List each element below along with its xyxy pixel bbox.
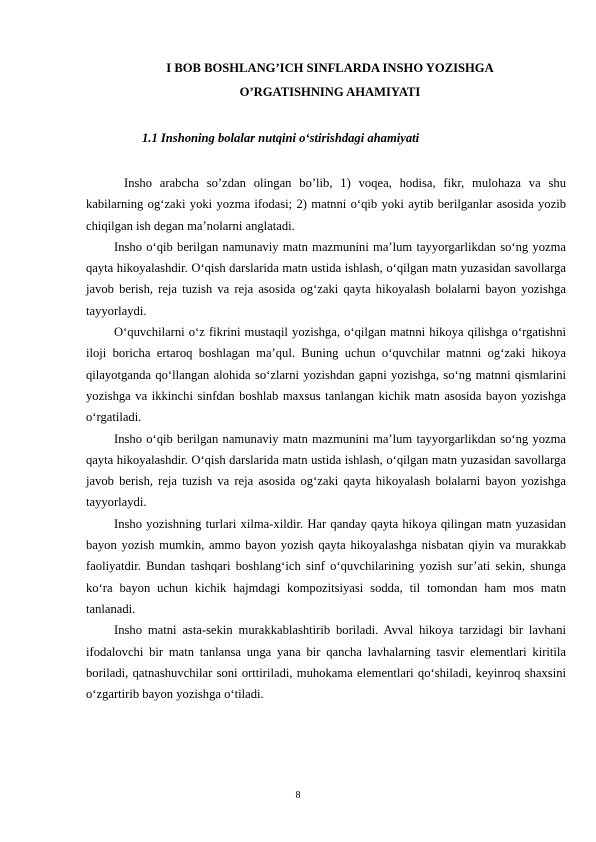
paragraph: Insho yozishning turlari xilma-xildir. Har qanday qayta hikoya qilingan matn yuzasidan bayon yozish mumkin, ammo bayon yozish qayta hikoyalashga nisbatan qiyin va murakkab faoliyatdir. Bundan tashqari boshlang‘ich sinf o‘quvchilarining yozish sur’ati sekin, shunga ko‘ra bayon uchun kichik hajmdagi kompozitsiyasi sodda, til tomondan ham mos matn tanlanadi. bbox=[86, 516, 566, 616]
paragraph: Insho o‘qib berilgan namunaviy matn mazmunini ma’lum tayyorgarlikdan so‘ng yozma qayta hikoyalashdir. O‘qish darslarida matn ustida ishlash, o‘qilgan matn yuzasidan savollarga javob berish, reja tuzish va reja asosida og‘zaki qayta hikoyalash bolalarni bayon yozishga tayyorlaydi. bbox=[86, 239, 566, 318]
paragraph: O‘quvchilarni o‘z fikrini mustaqil yozishga, o‘qilgan matnni hikoya qilishga o‘rgatishni iloji boricha ertaroq boshlagan ma’qul. Buning uchun o‘quvchilar matnni og‘zaki hikoya qilayotganda qo‘llangan alohida so‘zlarni yozishdan gapni yozishga, so‘ng matnni qismlarini yozishga va ikkinchi sinfdan boshlab maxsus tanlangan kichik matn asosida bayon yozishga o‘rgatiladi. bbox=[86, 325, 566, 425]
paragraph: Insho o‘qib berilgan namunaviy matn mazmunini ma’lum tayyorgarlikdan so‘ng yozma qayta hikoyalashdir. O‘qish darslarida matn ustida ishlash, o‘qilgan matn yuzasidan savollarga javob berish, reja tuzish va reja asosida og‘zaki qayta hikoyalash bolalarni bayon yozishga tayyorlaydi. bbox=[86, 431, 566, 510]
chapter-title-line2: O’RGATISHNING AHAMIYATI bbox=[239, 85, 421, 99]
paragraph: Insho matni asta-sekin murakkablashtirib boriladi. Avval hikoya tarzidagi bir lavhani ifodalovchi bir matn tanlansa unga yana bir qancha lavhalarning tasvir elementlari kiritila boriladi, qatnashuvchilar soni orttiriladi, muhokama elementlari qo‘shiladi, keyinroq shaxsini o‘zgartirib bayon yozishga o‘tiladi. bbox=[86, 623, 566, 702]
paragraph: Insho arabcha so’zdan olingan bo’lib, 1) voqea, hodisa, fikr, mulohaza va shu kabilarning og‘zaki yoki yozma ifodasi; 2) matnni o‘qib yoki aytib berilganlar asosida yozib chiqilgan ish degan ma’nolarni anglatadi. bbox=[86, 176, 566, 233]
section-title: 1.1 Inshoning bolalar nutqini o‘stirishdagi ahamiyati bbox=[142, 131, 420, 145]
body-text bbox=[86, 173, 566, 705]
chapter-title-line1: I BOB BOSHLANG’ICH SINFLARDA INSHO YOZISHGA bbox=[166, 61, 494, 75]
page-number: 8 bbox=[295, 790, 301, 801]
